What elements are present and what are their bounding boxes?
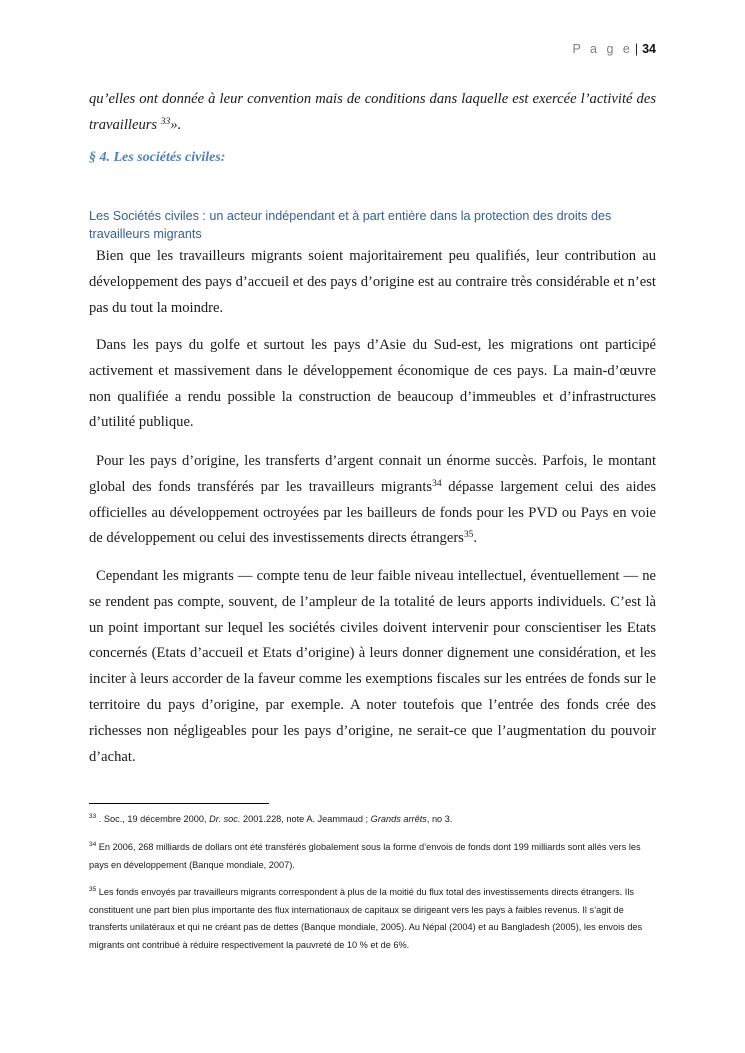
footnote-35 [89, 884, 656, 954]
page-number: 34 [642, 42, 656, 56]
footnote-33-book: Grands arrêts [370, 814, 427, 824]
intro-paragraph [89, 87, 656, 139]
page-label: P a g e [572, 42, 633, 56]
intro-text: qu’elles ont donnée à leur convention mais de conditions dans laquelle est exercée l’activité des travailleurs [89, 91, 656, 133]
paragraph-3-text-a: Pour les pays d’origine, les transferts d’argent connait un énorme succès. Parfois, le montant global des fonds transférés par les travailleurs migrants [89, 453, 656, 495]
paragraph-2 [89, 333, 656, 436]
footnote-ref-34[interactable]: 34 [432, 478, 442, 489]
paragraph-1 [89, 244, 656, 321]
footnote-35-text: Les fonds envoyés par travailleurs migrants correspondent à plus de la moitié du flux total des investissements directs étrangers. Ils constituent une part bien plus importante des flux internationaux de capitaux se dirigeant vers les pays à faibles revenus. Il s’agit de transferts unilatéraux et qui ne créant pas de dettes (Banque mondiale, 2005). Au Népal (2004) et au Bangladesh (2005), les envois des migrants ont contribué à réduire respectivement la pauvreté de 10 % et de 6%. [89, 887, 643, 950]
paragraph-4-text: Cependant les migrants ― compte tenu de leur faible niveau intellectuel, éventuellement ― ne se rendent pas compte, souvent, de l’ampleur de la totalité de leurs apports individuels. C’est là un point important sur lequel les sociétés civiles doivent intervenir pour conscientiser les Etats concernés (Etats d’accueil et Etats d’origine) à leurs donner dignement une considération, et les inciter à leurs accorder de la faveur comme les exemptions fiscales sur les entrées de fonds sur le territoire du pays d’origine, par exemple. A noter toutefois que l’entrée des fonds crée des richesses non négligeables pour les pays d’origine, ne serait-ce que l’augmentation du pouvoir d’achat. [89, 568, 656, 765]
footnote-34 [89, 839, 656, 874]
section-title: § 4. Les sociétés civiles: [89, 150, 226, 165]
footnote-33-journal: Dr. soc. [209, 814, 241, 824]
subheading: Les Sociétés civiles : un acteur indépendant et à part entière dans la protection des droits des travailleurs migrants [89, 209, 612, 241]
paragraph-3 [89, 449, 656, 552]
paragraph-3-text-b: dépasse largement celui des aides officielles au développement octroyées par les bailleurs de fonds pour les PVD ou Pays en voie de développement ou celui des investissements directs étrangers [89, 478, 657, 547]
paragraph-1-text: Bien que les travailleurs migrants soient majoritairement peu qualifiés, leur contribution au développement des pays d’accueil et des pays d’origine est au contraire très considérable et n’est pas du tout la moindre. [89, 248, 656, 316]
footnote-ref-35[interactable]: 35 [463, 530, 474, 541]
footnote-33-text-a: . Soc., 19 décembre 2000, [96, 814, 210, 824]
footnote-33-text-c: , no 3. [426, 814, 453, 824]
paragraph-4 [89, 564, 656, 770]
footnote-separator [89, 803, 269, 804]
footnote-ref-33[interactable]: 33 [160, 116, 171, 127]
footnote-33-text-b: 2001.228, note A. Jeammaud ; [240, 814, 371, 824]
footnote-33-number: 33 [89, 813, 97, 820]
paragraph-2-text: Dans les pays du golfe et surtout les pays d’Asie du Sud-est, les migrations ont participé activement et massivement dans le développement économique de ces pays. La main-d’œuvre non qualifiée a rendu possible la construction de beaucoup d’immeubles et d’infrastructures d’utilité publique. [89, 337, 656, 431]
footnote-33 [89, 811, 656, 829]
page-separator: | [634, 42, 639, 56]
footnote-34-text: En 2006, 268 milliards de dollars ont été transférés globalement sous la forme d’envois de fonds dont 199 milliards sont allés vers les pays en développement (Banque mondiale, 2007). [89, 842, 641, 870]
footnote-34-number: 34 [89, 841, 97, 848]
page-header [572, 42, 656, 56]
footnote-35-number: 35 [89, 886, 97, 893]
intro-end: ». [170, 116, 182, 133]
paragraph-3-text-c: . [473, 530, 478, 547]
